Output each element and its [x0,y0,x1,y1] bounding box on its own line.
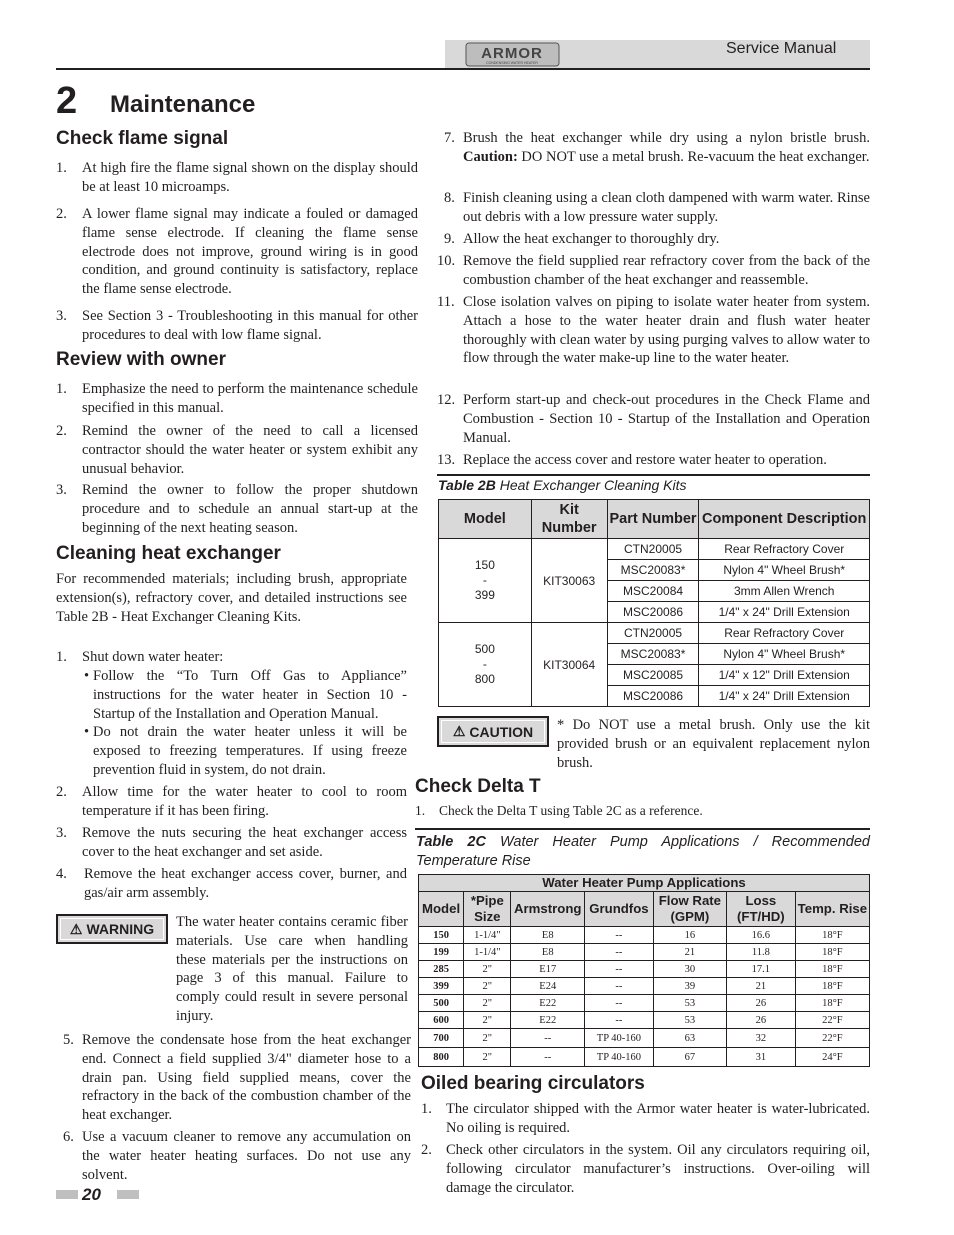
column-header: Component Description [699,500,870,539]
list-item: 11. Close isolation valves on piping to isolate water heater from system. Attach a hose to the water heater drain and flush water heater thoroughly with clean water by using purging valves to allow water to flow through the water make-up line to the water heater. [437,294,870,367]
list-item: 2. Allow time for the water heater to cool to room temperature if it has been firing. [56,784,407,819]
column-header: Armstrong [511,892,585,927]
list-item: 8. Finish cleaning using a clean cloth dampened with warm water. Rinse out debris with a low pressure water supply. [444,190,870,225]
table-row: MSC20086 1/4" x 24" Drill Extension [439,602,870,623]
list-item: 1. The circulator shipped with the Armor water heater is water-lubricated. No oiling is required. [421,1101,870,1136]
section-title-cleaning: Cleaning heat exchanger [56,543,281,564]
caution-text: * Do NOT use a metal brush. Only use the kit provided brush or an equivalent replacement nylon brush. [557,717,870,771]
column-header: Loss (FT/HD) [726,892,795,927]
column-header: Kit Number [531,500,607,539]
list-item: 1. Shut down water heater: [56,649,224,665]
footer-bar-right [117,1190,139,1199]
section-title-oil: Oiled bearing circulators [421,1073,645,1094]
list-item: 2. A lower flame signal may indicate a fouled or damaged flame sense electrode. If cleaning the flame sense electrode does not improve, ground wiring is in good condition, and ground continuity is satisfactory, replace the flame sense electrode. [56,206,418,298]
bullet-item: • Follow the “To Turn Off Gas to Appliance” instructions for the water heater in Section 10 - Startup of the Installation and Operation Manual. [84,668,407,722]
table-2b [438,499,870,707]
table-row: 800 2" -- TP 40-160 67 31 24°F [419,1048,870,1067]
warning-icon: ⚠ [452,723,466,739]
chapter-number: 2 [56,80,78,122]
list-item: 6. Use a vacuum cleaner to remove any accumulation on the water heater heating surfaces. Do not use any solvent. [63,1129,411,1183]
armor-logo [465,42,560,67]
list-item: 3. Remove the nuts securing the heat exchanger access cover to the heat exchanger and set aside. [56,825,407,860]
service-manual-label: Service Manual [726,40,837,57]
table-2c-rule [415,828,870,830]
table-2b-caption: Table 2B Heat Exchanger Cleaning Kits [438,477,687,493]
list-item: 2. Check other circulators in the system. Oil any circulators requiring oil, following circulator manufacturer’s instructions. Over-oiling will damage the circulator. [421,1142,870,1196]
list-item: 1. Check the Delta T using Table 2C as a reference. [415,803,703,818]
list-item: 3. Remind the owner to follow the proper shutdown procedure and to schedule an annual start-up at the beginning of the next heating season. [56,482,418,536]
table-row: MSC20086 1/4" x 24" Drill Extension [439,686,870,707]
list-item: 3. See Section 3 - Troubleshooting in this manual for other procedures to deal with low flame signal. [56,308,418,343]
caution-badge: ⚠ CAUTION [437,716,549,747]
header-rule [56,68,870,70]
table-row: MSC20083* Nylon 4" Wheel Brush* [439,644,870,665]
list-item: 9. Allow the heat exchanger to thoroughly dry. [444,231,720,247]
table-row: 285 2" E17 -- 30 17.1 18°F [419,961,870,978]
column-header: Part Number [607,500,699,539]
list-item: 12. Perform start-up and check-out procedures in the Check Flame and Combustion - Section 10 - Startup of the Installation and Operation Manual. [437,392,870,446]
list-item: 13. Replace the access cover and restore water heater to operation. [437,452,827,468]
logo-text: ARMOR [481,45,543,62]
list-item: 10. Remove the field supplied rear refractory cover from the back of the combustion chamber of the heat exchanger and reassemble. [437,253,870,288]
chapter-title: Maintenance [110,91,256,118]
table-row: 500 - 800 KIT30064 CTN20005 Rear Refractory Cover [439,623,870,644]
column-header: Model [419,892,464,927]
table-2c-caption: Table 2C Water Heater Pump Applications / Recommended Temperature Rise [416,834,870,869]
page-number: 20 [82,1185,101,1204]
section-title-flame: Check flame signal [56,128,229,149]
table-row: MSC20085 1/4" x 12" Drill Extension [439,665,870,686]
table-row: MSC20083* Nylon 4" Wheel Brush* [439,560,870,581]
list-item: 1. At high fire the flame signal shown on the display should be at least 10 microamps. [56,160,418,195]
column-header: Model [439,500,532,539]
table-row: 500 2" E22 -- 53 26 18°F [419,995,870,1012]
table-row: 199 1-1/4" E8 -- 21 11.8 18°F [419,944,870,961]
list-item: 2. Remind the owner of the need to call a licensed contractor should the water heater or system exhibit any unusual behavior. [56,423,418,477]
table-row: 399 2" E24 -- 39 21 18°F [419,978,870,995]
table-group-header: Water Heater Pump Applications [419,875,870,892]
logo-subtext: CONDENSING WATER HEATER [486,61,538,65]
column-header: Temp. Rise [795,892,869,927]
section-title-owner: Review with owner [56,349,226,370]
cleaning-intro: For recommended materials; including brush, appropriate extension(s), refractory cover, and detailed instructions see Table 2B - Heat Exchanger Cleaning Kits. [56,571,407,625]
bullet-item: • Do not drain the water heater unless it will be exposed to freezing temperatures. If using freeze prevention fluid in system, do not drain. [84,724,407,778]
section-title-delta: Check Delta T [415,776,541,797]
warning-icon: ⚠ [69,920,83,937]
warning-badge: ⚠ WARNING [56,914,168,944]
table-row: MSC20084 3mm Allen Wrench [439,581,870,602]
list-item: 4. Remove the heat exchanger access cover, burner, and gas/air arm assembly. [56,866,407,901]
table-row: 700 2" -- TP 40-160 63 32 22°F [419,1029,870,1048]
list-item: 7. Brush the heat exchanger while dry using a nylon bristle brush. Caution: DO NOT use a metal brush. Re-vacuum the heat exchanger. [444,130,870,165]
table-row: 150 - 399 KIT30063 CTN20005 Rear Refractory Cover [439,539,870,560]
column-header: Grundfos [585,892,654,927]
column-header: *Pipe Size [464,892,511,927]
list-item: 1. Emphasize the need to perform the maintenance schedule specified in this manual. [56,381,418,416]
warning-text: The water heater contains ceramic fiber materials. Use care when handling these materials per the instructions on page 3 of this manual. Failure to comply could result in severe personal injury. [176,914,408,1024]
list-item: 5. Remove the condensate hose from the heat exchanger end. Connect a field supplied 3/4" diameter hose to a drain pan. Using field supplied means, cover the refractory in the back of the combustion chamber of the heat exchanger. [63,1032,411,1124]
footer-bar-left [56,1190,78,1199]
caution-word: Caution: [463,148,518,165]
table-2c [418,874,870,1067]
column-header: Flow Rate (GPM) [653,892,726,927]
table-row: 150 1-1/4" E8 -- 16 16.6 18°F [419,927,870,944]
table-row: 600 2" E22 -- 53 26 22°F [419,1012,870,1029]
